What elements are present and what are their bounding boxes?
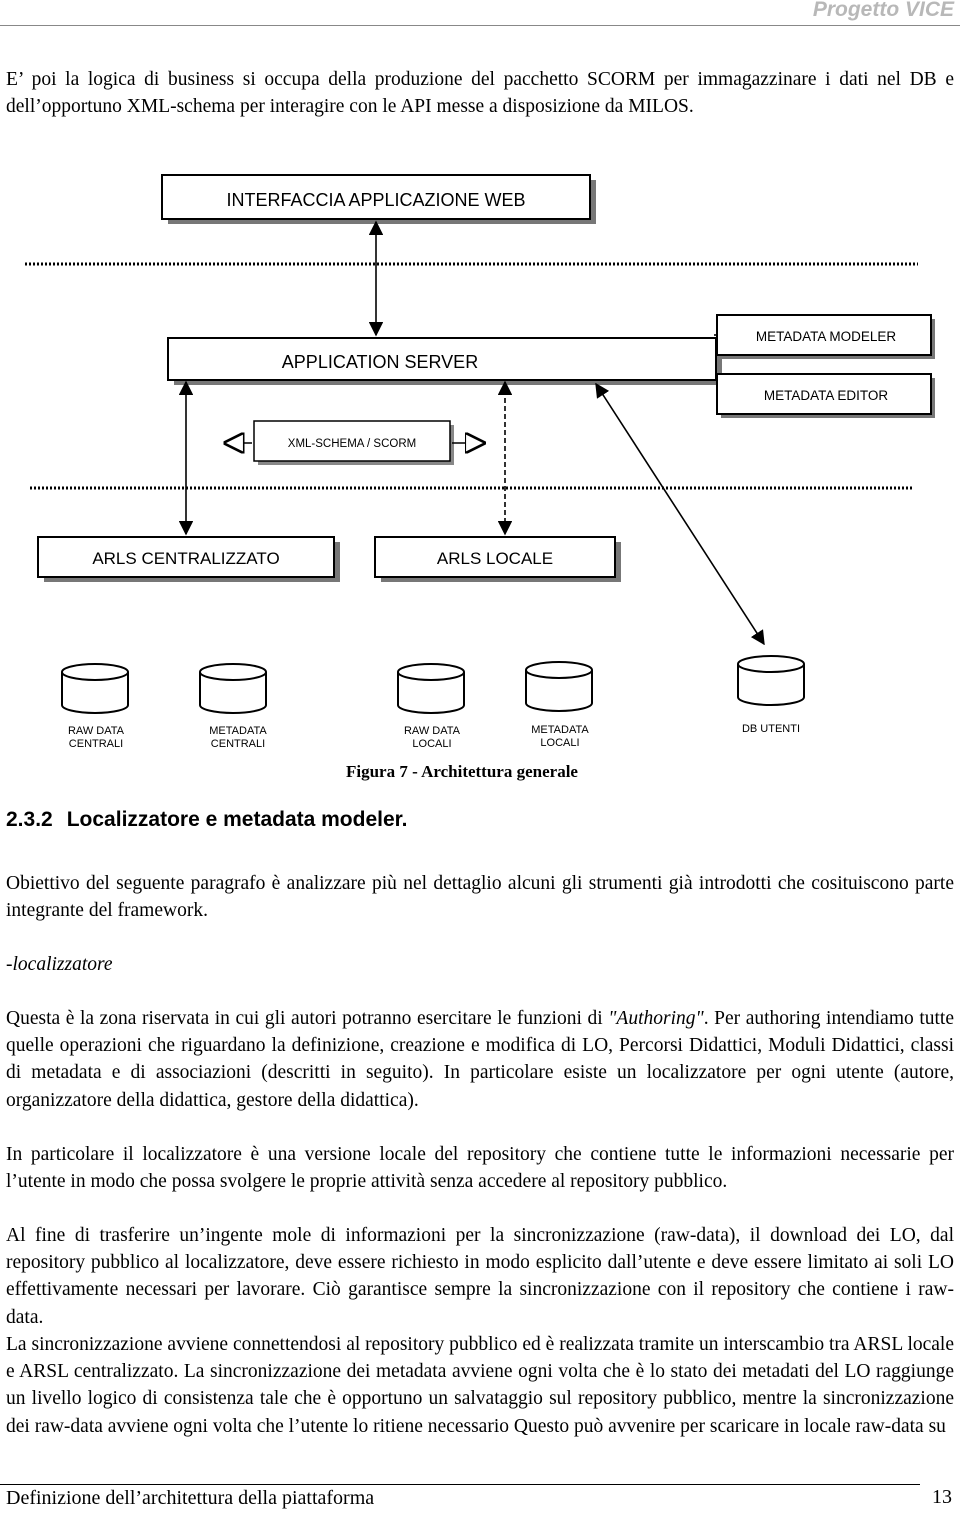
xml-schema-box (254, 421, 454, 465)
authoring-term: "Authoring" (608, 1008, 704, 1029)
paragraph-transfer: Al fine di trasferire un’ingente mole di informazioni per la sincronizzazione (raw-data), il download dei LO, dal repository pubblico al localizzatore, deve essere richiesto in modo esplicito dall’utente e deve essere limitato ai soli LO effettivamente necessari per lavorare. Ciò garantisce sempre la sincronizzazione con il repository che contiene i raw-data. (6, 1225, 954, 1328)
paragraph-authoring (6, 1005, 954, 1114)
paragraph-authoring-b: . Per authoring intendiamo tutte quelle operazioni che riguardano la definizione, creazione e modifica di LO, Percorsi Didattici, Moduli Didattici, classi di metadata e di associazioni (descritti in seguito). In particolare esiste un localizzatore per ogni utente (autore, organizzatore della didattica, gestore della didattica). (6, 1008, 954, 1111)
intro-paragraph: E’ poi la logica di business si occupa della produzione del pacchetto SCORM per immagazzinare i dati nel DB e dell’opportuno XML-schema per interagire con le API messe a disposizione da MILOS. (6, 69, 954, 118)
db-metadata-centrali (200, 664, 267, 750)
architecture-diagram (0, 168, 960, 758)
section-title: Localizzatore e metadata modeler. (66, 808, 408, 831)
paragraph-local-version: In particolare il localizzatore è una versione locale del repository che contiene tutte le informazioni necessarie per l’utente in modo che possa svolgere le proprie attività senza accedere al repository pubblico. (6, 1144, 954, 1193)
footer-title: Definizione dell’architettura della piattaforma (6, 1487, 375, 1509)
arls-central-label: ARLS CENTRALIZZATO (92, 549, 280, 568)
metadata-modeler-box (717, 315, 935, 359)
metadata-modeler-label: METADATA MODELER (755, 329, 897, 344)
web-interface-box (162, 175, 596, 224)
db-raw-data-locali (398, 664, 464, 750)
db-raw-data-locali-label-1: RAW DATA (403, 725, 461, 737)
app-server-box (168, 338, 722, 385)
section-number: 2.3.2 (6, 808, 53, 831)
db-raw-data-centrali-label-1: RAW DATA (67, 725, 125, 737)
paragraph-objective: Obiettivo del seguente paragrafo è analizzare più nel dettaglio alcuni gli strumenti già introdotti che cosituiscono parte integrante del framework. (6, 873, 954, 922)
header-rule (0, 25, 960, 26)
figure-caption: Figura 7 - Architettura generale (346, 762, 578, 781)
db-metadata-locali (526, 662, 592, 749)
arls-local-label: ARLS LOCALE (436, 549, 554, 568)
xml-schema-label: XML-SCHEMA / SCORM (287, 438, 417, 450)
section-heading (6, 808, 408, 832)
subheading-localizzatore: -localizzatore (6, 954, 113, 975)
db-utenti-label: DB UTENTI (741, 723, 801, 735)
db-raw-data-centrali-label-2: CENTRALI (68, 738, 124, 750)
paragraph-authoring-a: Questa è la zona riservata in cui gli autori potranno esercitare le funzioni di (6, 1008, 609, 1029)
header-title: Progetto VICE (812, 0, 954, 21)
arls-local-box (375, 537, 621, 582)
page-number: 13 (932, 1486, 952, 1508)
app-server-label: APPLICATION SERVER (281, 352, 479, 372)
arls-central-box (38, 537, 340, 582)
metadata-editor-label: METADATA EDITOR (763, 388, 889, 403)
db-metadata-locali-label-2: LOCALI (540, 737, 580, 749)
metadata-editor-box (717, 374, 935, 418)
web-interface-label: INTERFACCIA APPLICAZIONE WEB (226, 190, 526, 210)
paragraph-sync: La sincronizzazione avviene connettendosi al repository pubblico ed è realizzata tramite un interscambio tra ARSL locale e ARSL centralizzato. La sincronizzazione dei metadata avviene ogni volta che è lo stato dei metadati del LO raggiunge un livello logico di consistenza tale che è opportuno un salvataggio sul repository pubblico, mentre la sincronizzazione dei raw-data avviene ogni volta che l’utente lo ritiene necessario Questo può avvenire per scaricare in locale raw-data su (6, 1334, 954, 1437)
db-metadata-locali-label-1: METADATA (531, 724, 589, 736)
db-raw-data-centrali (62, 664, 128, 750)
db-raw-data-locali-label-2: LOCALI (412, 738, 452, 750)
db-metadata-centrali-label-2: CENTRALI (210, 738, 266, 750)
arrow-server-db-users (596, 384, 764, 644)
db-metadata-centrali-label-1: METADATA (209, 725, 267, 737)
db-utenti (738, 656, 804, 735)
footer-rule (0, 1484, 920, 1485)
